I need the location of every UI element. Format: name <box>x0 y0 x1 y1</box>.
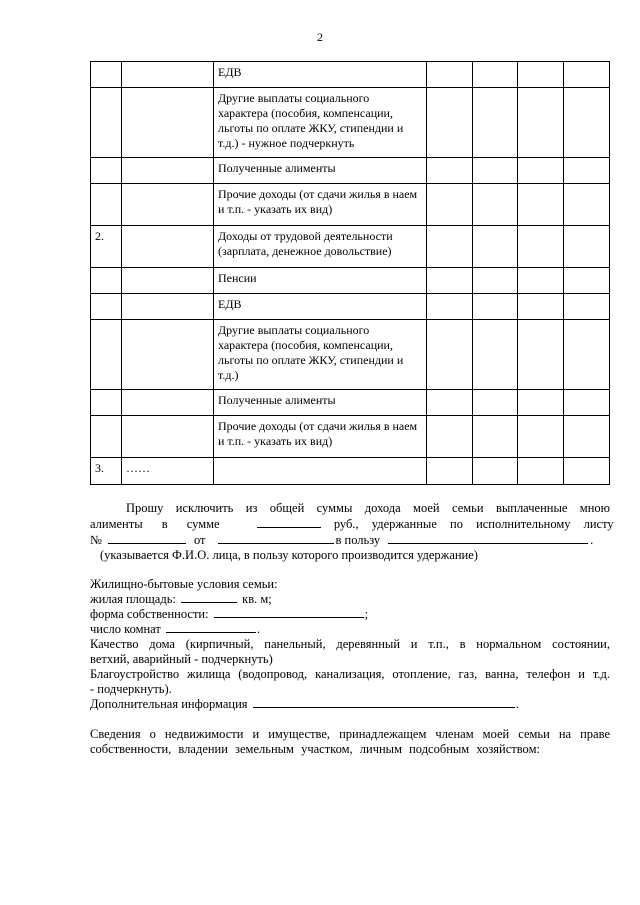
amount-cell[interactable] <box>564 294 610 320</box>
row-number-cell <box>91 320 122 390</box>
extra-info-end: . <box>515 697 519 711</box>
amount-cell[interactable] <box>518 184 564 226</box>
income-type-cell: Полученные алименты <box>214 158 427 184</box>
member-name-cell: …… <box>122 458 214 485</box>
amount-cell[interactable] <box>427 458 473 485</box>
alimony-amount-field[interactable] <box>257 516 321 528</box>
income-type-cell: ЕДВ <box>214 62 427 88</box>
row-number-cell <box>91 184 122 226</box>
table-row <box>91 294 610 320</box>
amount-cell[interactable] <box>564 268 610 294</box>
income-type-cell: Полученные алименты <box>214 390 427 416</box>
amount-cell[interactable] <box>564 158 610 184</box>
amount-cell[interactable] <box>564 458 610 485</box>
row-number-cell: 3. <box>91 458 122 485</box>
amount-cell[interactable] <box>473 158 518 184</box>
amount-cell[interactable] <box>518 390 564 416</box>
amount-cell[interactable] <box>518 226 564 268</box>
member-name-cell <box>122 294 214 320</box>
writ-date-label: от <box>193 533 206 547</box>
income-type-cell: Прочие доходы (от сдачи жилья в наем и т.п. - указать их вид) <box>214 184 427 226</box>
amount-cell[interactable] <box>518 320 564 390</box>
ownership-label: форма собственности: <box>90 607 209 621</box>
amenities-line2: - подчеркнуть). <box>90 682 172 696</box>
amount-cell[interactable] <box>473 88 518 158</box>
extra-info-line <box>90 696 519 712</box>
table-row <box>91 62 610 88</box>
writ-number-field[interactable] <box>108 532 186 544</box>
alimony-request-line1: Прошу исключить из общей суммы дохода моей семьи выплаченные мною <box>126 501 610 515</box>
amount-cell[interactable] <box>564 320 610 390</box>
amount-cell[interactable] <box>473 390 518 416</box>
income-type-cell: Другие выплаты социального характера (пособия, компенсации, льготы по оплате ЖКУ, стипендии и т.д.) - нужное подчеркнуть <box>214 88 427 158</box>
housing-title: Жилищно-бытовые условия семьи: <box>90 577 278 591</box>
amount-cell[interactable] <box>473 184 518 226</box>
table-row <box>91 268 610 294</box>
living-area-unit: кв. м; <box>242 592 272 606</box>
amount-cell[interactable] <box>518 268 564 294</box>
amount-cell[interactable] <box>427 294 473 320</box>
line3-end: . <box>590 533 594 547</box>
amount-cell[interactable] <box>518 458 564 485</box>
income-type-cell <box>214 458 427 485</box>
row-number-cell <box>91 416 122 458</box>
table-row <box>91 320 610 390</box>
amount-cell[interactable] <box>427 268 473 294</box>
writ-number-label: № <box>90 533 102 547</box>
amount-cell[interactable] <box>473 62 518 88</box>
amount-cell[interactable] <box>427 226 473 268</box>
house-quality-line1: Качество дома (кирпичный, панельный, деревянный и т.п., в нормальном состоянии, <box>90 637 610 651</box>
row-number-cell <box>91 62 122 88</box>
amount-cell[interactable] <box>427 320 473 390</box>
row-number-cell: 2. <box>91 226 122 268</box>
amount-cell[interactable] <box>518 158 564 184</box>
table-row <box>91 458 610 485</box>
row-number-cell <box>91 158 122 184</box>
amount-cell[interactable] <box>518 294 564 320</box>
living-area-line <box>90 591 272 607</box>
table-row <box>91 88 610 158</box>
amount-cell[interactable] <box>427 158 473 184</box>
member-name-cell <box>122 226 214 268</box>
member-name-cell <box>122 158 214 184</box>
property-line2: собственности, владении земельным участком, личным подсобным хозяйством: <box>90 742 540 756</box>
member-name-cell <box>122 390 214 416</box>
table-row <box>91 158 610 184</box>
amount-cell[interactable] <box>518 416 564 458</box>
amount-cell[interactable] <box>473 294 518 320</box>
ownership-field[interactable] <box>214 606 364 618</box>
member-name-cell <box>122 88 214 158</box>
amount-cell[interactable] <box>564 390 610 416</box>
page-number: 2 <box>317 30 323 44</box>
table-row <box>91 416 610 458</box>
property-line1: Сведения о недвижимости и имуществе, принадлежащем членам моей семьи на праве <box>90 727 610 741</box>
amount-cell[interactable] <box>564 62 610 88</box>
alimony-label: алименты в сумме <box>90 517 220 531</box>
living-area-field[interactable] <box>181 591 237 603</box>
amount-cell[interactable] <box>427 416 473 458</box>
income-type-cell: Прочие доходы (от сдачи жилья в наем и т.п. - указать их вид) <box>214 416 427 458</box>
member-name-cell <box>122 184 214 226</box>
house-quality-line2: ветхий, аварийный - подчеркнуть) <box>90 652 273 666</box>
row-number-cell <box>91 294 122 320</box>
extra-info-label: Дополнительная информация <box>90 697 248 711</box>
member-name-cell <box>122 268 214 294</box>
rooms-field[interactable] <box>166 621 256 633</box>
amount-cell[interactable] <box>473 416 518 458</box>
table-row <box>91 226 610 268</box>
income-type-cell: Доходы от трудовой деятельности (зарплата, денежное довольствие) <box>214 226 427 268</box>
income-type-cell: Пенсии <box>214 268 427 294</box>
amount-cell[interactable] <box>564 226 610 268</box>
living-area-label: жилая площадь: <box>90 592 176 606</box>
income-type-cell: Другие выплаты социального характера (пособия, компенсации, льготы по оплате ЖКУ, стипендии и т.д.) <box>214 320 427 390</box>
alimony-writ-label: руб., удержанные по исполнительному листу <box>333 517 614 531</box>
amount-cell[interactable] <box>427 390 473 416</box>
amount-cell[interactable] <box>427 62 473 88</box>
in-favor-label: в пользу <box>335 533 381 547</box>
income-type-cell: ЕДВ <box>214 294 427 320</box>
ownership-end: ; <box>364 607 369 621</box>
writ-date-field[interactable] <box>218 532 334 544</box>
extra-info-field[interactable] <box>253 696 515 708</box>
row-number-cell <box>91 268 122 294</box>
row-number-cell <box>91 390 122 416</box>
amount-cell[interactable] <box>518 88 564 158</box>
amount-cell[interactable] <box>564 416 610 458</box>
amount-cell[interactable] <box>427 184 473 226</box>
table-row <box>91 390 610 416</box>
rooms-end: . <box>257 622 261 636</box>
income-table <box>90 61 610 485</box>
amount-cell[interactable] <box>564 184 610 226</box>
amount-cell[interactable] <box>473 458 518 485</box>
table-row <box>91 184 610 226</box>
member-name-cell <box>122 320 214 390</box>
ownership-line <box>90 606 368 622</box>
amount-cell[interactable] <box>473 226 518 268</box>
amount-cell[interactable] <box>518 62 564 88</box>
alimony-note: (указывается Ф.И.О. лица, в пользу которого производится удержание) <box>100 548 478 562</box>
rooms-label: число комнат <box>90 622 161 636</box>
member-name-cell <box>122 416 214 458</box>
row-number-cell <box>91 88 122 158</box>
alimony-request-line2 <box>90 516 614 532</box>
amount-cell[interactable] <box>473 320 518 390</box>
alimony-request-line3 <box>90 532 610 548</box>
amount-cell[interactable] <box>427 88 473 158</box>
amount-cell[interactable] <box>473 268 518 294</box>
member-name-cell <box>122 62 214 88</box>
in-favor-field[interactable] <box>388 532 588 544</box>
rooms-line <box>90 621 260 637</box>
amount-cell[interactable] <box>564 88 610 158</box>
amenities-line1: Благоустройство жилища (водопровод, канализация, отопление, газ, ванна, телефон и т.д. <box>90 667 610 681</box>
